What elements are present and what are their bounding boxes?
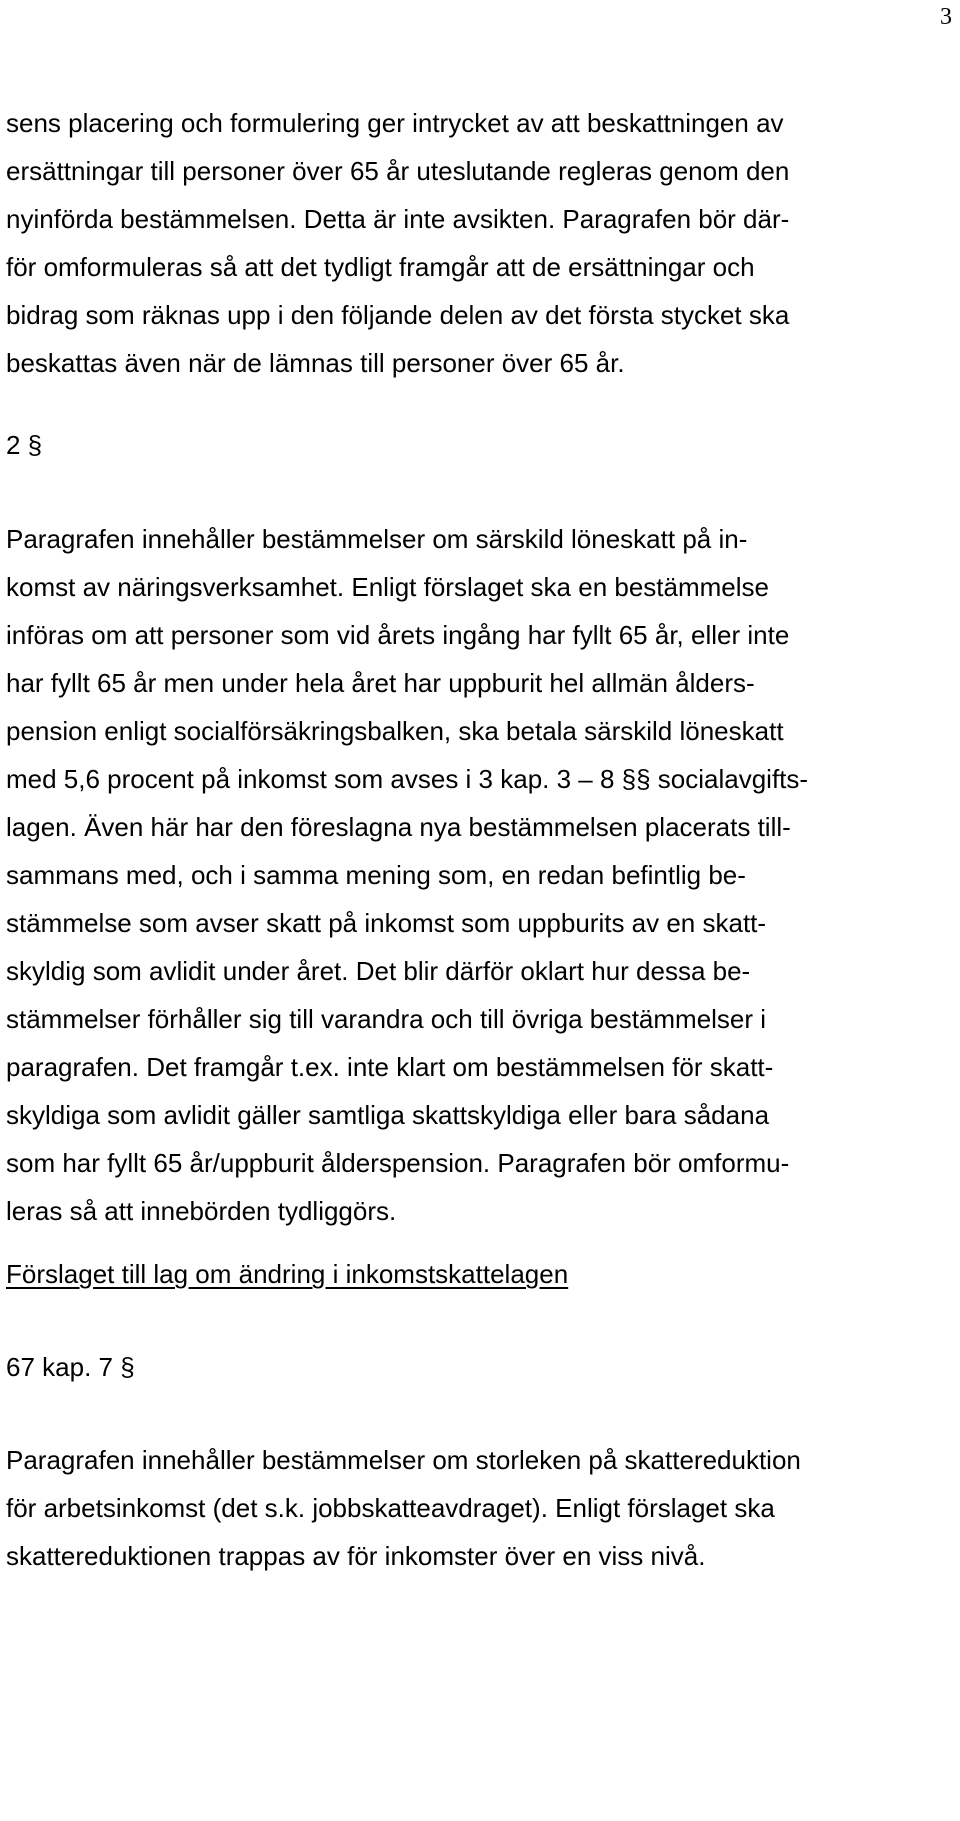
text-line: beskattas även när de lämnas till personer över 65 år. [6,348,625,378]
text-line: komst av näringsverksamhet. Enligt förslaget ska en bestämmelse [6,572,770,602]
text-line: ersättningar till personer över 65 år uteslutande regleras genom den [6,156,790,186]
heading-inkomstskattelagen: Förslaget till lag om ändring i inkomstskattelagen [6,1259,569,1289]
page-number: 3 [940,4,952,30]
text-line: skattereduktionen trappas av för inkomster över en viss nivå. [6,1541,706,1571]
text-line: Paragrafen innehåller bestämmelser om särskild löneskatt på in- [6,524,748,554]
text-line: skyldiga som avlidit gäller samtliga skattskyldiga eller bara sådana [6,1100,770,1130]
text-line: paragrafen. Det framgår t.ex. inte klart om bestämmelsen för skatt- [6,1052,774,1082]
section-67-7-label: 67 kap. 7 § [6,1352,135,1382]
text-line: införas om att personer som vid årets ingång har fyllt 65 år, eller inte [6,620,790,650]
text-line: lagen. Även här har den föreslagna nya bestämmelsen placerats till- [6,812,791,842]
text-line: leras så att innebörden tydliggörs. [6,1196,397,1226]
text-line: stämmelser förhåller sig till varandra och till övriga bestämmelser i [6,1004,767,1034]
text-line: pension enligt socialförsäkringsbalken, ska betala särskild löneskatt [6,716,784,746]
text-line: sammans med, och i samma mening som, en redan befintlig be- [6,860,746,890]
text-line: har fyllt 65 år men under hela året har uppburit hel allmän ålders- [6,668,755,698]
text-line: nyinförda bestämmelsen. Detta är inte avsikten. Paragrafen bör där- [6,204,790,234]
text-line: med 5,6 procent på inkomst som avses i 3 kap. 3 – 8 §§ socialavgifts- [6,764,809,794]
text-line: som har fyllt 65 år/uppburit ålderspension. Paragrafen bör omformu- [6,1148,790,1178]
text-line: skyldig som avlidit under året. Det blir därför oklart hur dessa be- [6,956,751,986]
text-line: för omformuleras så att det tydligt framgår att de ersättningar och [6,252,755,282]
text-line: för arbetsinkomst (det s.k. jobbskatteavdraget). Enligt förslaget ska [6,1493,775,1523]
text-line: bidrag som räknas upp i den följande delen av det första stycket ska [6,300,790,330]
text-line: Paragrafen innehåller bestämmelser om storleken på skattereduktion [6,1445,801,1475]
text-line: sens placering och formulering ger intrycket av att beskattningen av [6,108,784,138]
text-line: stämmelse som avser skatt på inkomst som uppburits av en skatt- [6,908,767,938]
section-2-label: 2 § [6,430,43,460]
